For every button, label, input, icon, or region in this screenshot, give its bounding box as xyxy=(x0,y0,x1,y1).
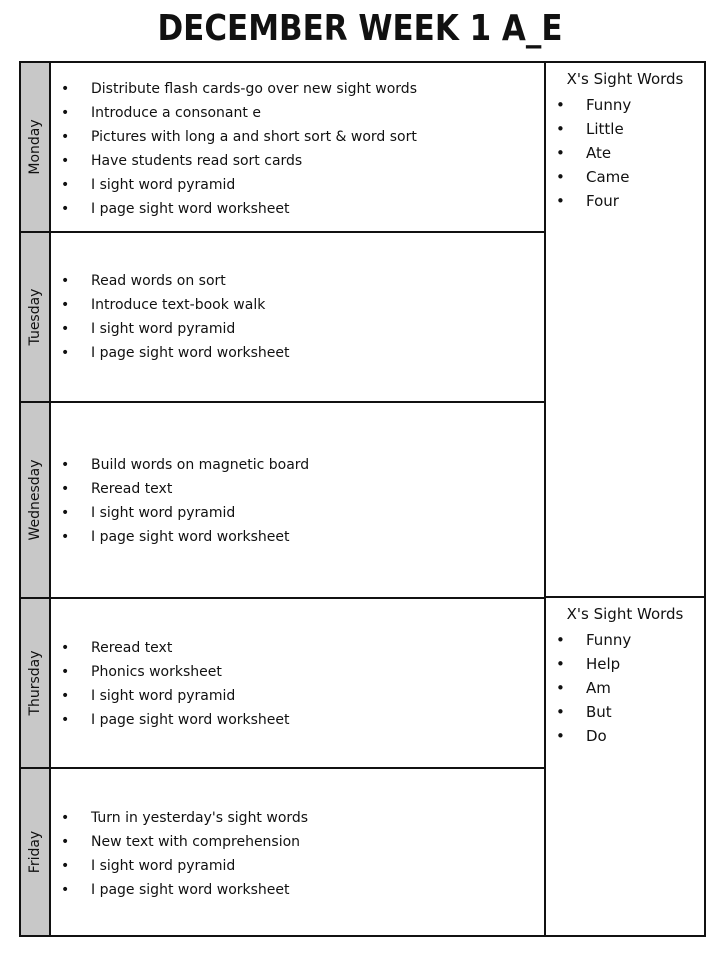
sight-word: • Ate xyxy=(556,141,631,165)
task-item: • Reread text xyxy=(61,636,536,660)
day-row-thursday xyxy=(21,599,544,769)
day-row-friday xyxy=(21,769,544,935)
sight-words-title: X's Sight Words xyxy=(566,605,684,623)
task-item: • Introduce text-book walk xyxy=(61,293,536,317)
task-item: • Build words on magnetic board xyxy=(61,453,536,477)
day-label-cell xyxy=(21,769,51,935)
sight-word: • Am xyxy=(556,676,631,700)
task-item: • I page sight word worksheet xyxy=(61,197,536,221)
day-row-monday xyxy=(21,63,544,233)
task-list-wednesday xyxy=(61,453,536,549)
task-item: • New text with comprehension xyxy=(61,830,536,854)
day-row-wednesday xyxy=(21,403,544,599)
task-item: • I sight word pyramid xyxy=(61,317,536,341)
sight-word: • Funny xyxy=(556,628,631,652)
day-label-cell xyxy=(21,63,51,231)
sight-word: • Funny xyxy=(556,93,631,117)
sight-word: • Little xyxy=(556,117,631,141)
task-list-thursday xyxy=(61,636,536,732)
sight-words-list xyxy=(556,93,631,213)
day-label-cell xyxy=(21,403,51,597)
task-item: • Reread text xyxy=(61,477,536,501)
task-item: • I sight word pyramid xyxy=(61,684,536,708)
task-item: • I sight word pyramid xyxy=(61,854,536,878)
day-label-monday: Monday xyxy=(27,119,43,175)
task-item: • I sight word pyramid xyxy=(61,501,536,525)
task-item: • Have students read sort cards xyxy=(61,149,536,173)
task-item: • Phonics worksheet xyxy=(61,660,536,684)
page-title: DECEMBER WEEK 1 A_E xyxy=(157,8,563,49)
task-list-tuesday xyxy=(61,269,536,365)
task-item: • Read words on sort xyxy=(61,269,536,293)
sight-word: • Do xyxy=(556,724,631,748)
task-item: • I page sight word worksheet xyxy=(61,525,536,549)
sight-words-list xyxy=(556,628,631,748)
task-item: • I sight word pyramid xyxy=(61,173,536,197)
task-item: • I page sight word worksheet xyxy=(61,708,536,732)
task-item: • Turn in yesterday's sight words xyxy=(61,806,536,830)
task-item: • Pictures with long a and short sort & word sort xyxy=(61,125,536,149)
day-row-tuesday xyxy=(21,233,544,403)
task-item: • Introduce a consonant e xyxy=(61,101,536,125)
task-list-friday xyxy=(61,806,536,902)
day-label-friday: Friday xyxy=(27,830,43,874)
sight-word: • But xyxy=(556,700,631,724)
task-list-monday xyxy=(61,77,536,221)
day-label-thursday: Thursday xyxy=(27,650,43,716)
task-item: • I page sight word worksheet xyxy=(61,341,536,365)
day-label-cell xyxy=(21,599,51,767)
sight-words-panel-1 xyxy=(544,63,704,598)
task-item: • I page sight word worksheet xyxy=(61,878,536,902)
sight-word: • Four xyxy=(556,189,631,213)
sight-words-title: X's Sight Words xyxy=(566,70,684,88)
day-label-cell xyxy=(21,233,51,401)
sight-words-panel-2 xyxy=(544,598,704,935)
weekly-planner-table xyxy=(19,61,706,937)
day-label-wednesday: Wednesday xyxy=(27,459,43,541)
day-label-tuesday: Tuesday xyxy=(27,288,43,346)
task-item: • Distribute flash cards-go over new sight words xyxy=(61,77,536,101)
sight-word: • Came xyxy=(556,165,631,189)
sight-word: • Help xyxy=(556,652,631,676)
